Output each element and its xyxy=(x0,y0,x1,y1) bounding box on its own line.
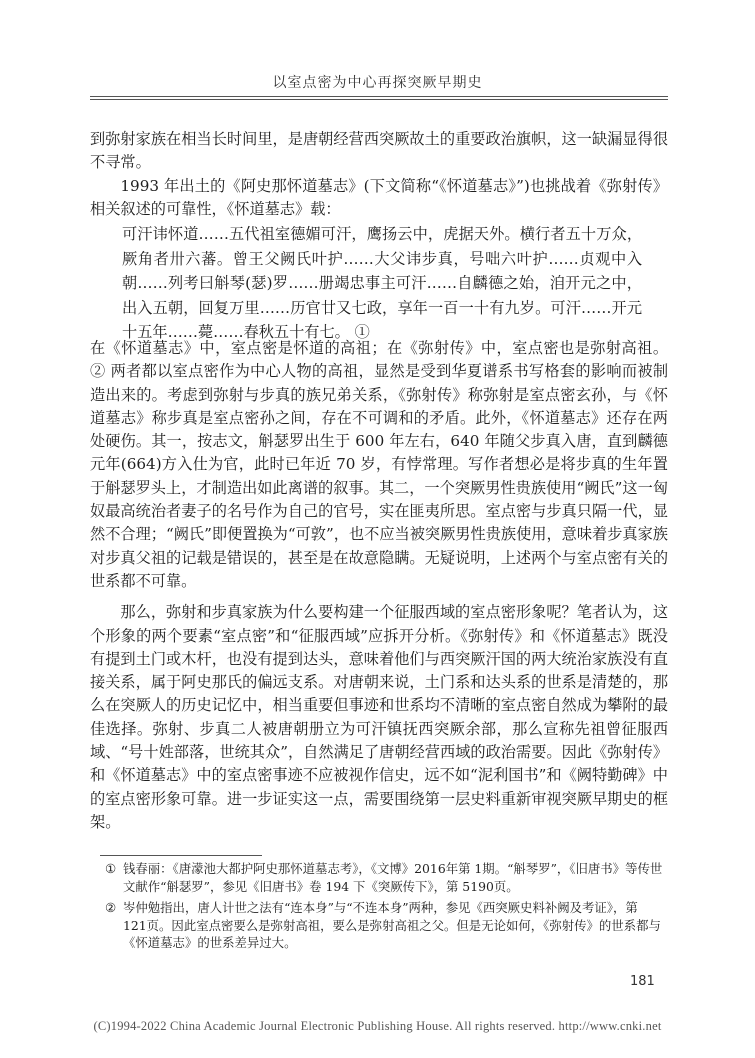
footnote-rule xyxy=(100,855,262,856)
paragraph-3-text: 在《怀道墓志》中，室点密是怀道的高祖；在《弥射传》中，室点密也是弥射高祖。 xyxy=(90,339,668,357)
header-rule-top xyxy=(90,96,668,97)
footnotes xyxy=(105,860,665,956)
footnote-2-text: 岑仲勉指出，唐人计世之法有“连本身”与“不连本身”两种，参见《西突厥史料补阙及考证》，第 121页。因此室点密要么是弥射高祖，要么是弥射高祖之父。但是无论如何，《弥射传》的世系都与《怀道墓志》的世系差异过大。 xyxy=(123,900,661,951)
footnote-1-mark: ① xyxy=(105,861,117,876)
footnote-1 xyxy=(105,860,665,895)
paragraph-1: 到弥射家族在相当长时间里，是唐朝经营西突厥故土的重要政治旗帜，这一缺漏显得很不寻常。 xyxy=(90,130,668,172)
epitaph-quote xyxy=(122,222,642,345)
header-rule-bottom xyxy=(90,99,668,100)
paragraph-3-cont: 两者都以室点密作为中心人物的高祖，显然是受到华夏谱系书写格套的影响而被制造出来的。考虑到弥射与步真的族兄弟关系，《弥射传》称弥射是室点密玄孙，与《怀道墓志》称步真是室点密孙之间，存在不可调和的矛盾。此外，《怀道墓志》还存在两处硬伤。其一，按志文，斛瑟罗出生于 600 年左右，640 年随父步真入唐，直到麟德元年(664)方入仕为官，此时已年近 70 岁，有悖常理。写作者想必是将步真的生年置于斛瑟罗头上，才制造出如此离谱的叙事。其二，一个突厥男性贵族使用“阙氏”这一匈奴最高统治者妻子的名号作为自己的官号，实在匪夷所思。室点密与步真只隔一代，显然不合理；“阙氏”即便置换为“可敦”，也不应当被突厥男性贵族使用，意味着步真家族对步真父祖的记载是错误的，甚至是在故意隐瞒。无疑说明，上述两个与室点密有关的世系都不可靠。 xyxy=(90,362,669,590)
footnote-ref-2[interactable]: ② xyxy=(90,362,106,381)
footnote-ref-1[interactable]: ① xyxy=(354,323,370,341)
running-header: 以室点密为中心再探突厥早期史 xyxy=(272,75,483,91)
epitaph-quote-text: 可汗讳怀道……五代祖室德媚可汗，鹰扬云中，虎据天外。横行者五十万众，厥角者卅六蕃。曾王父阙氏叶护……大父讳步真，号咄六叶护……贞观中入朝……列考曰斛琴(瑟)罗……册竭忠事主可汗……自麟德之始，洎开元之中，出入五朝，回复万里……历官廿又七政，享年一百一十有九岁。可汗……开元十五年……薨……春秋五十有七。 xyxy=(122,225,642,341)
paragraph-3 xyxy=(90,337,668,593)
page-number: 181 xyxy=(630,974,655,989)
footnote-2-mark: ② xyxy=(105,900,117,916)
paragraph-2: 1993 年出土的《阿史那怀道墓志》(下文简称“《怀道墓志》”)也挑战着《弥射传》相关叙述的可靠性，《怀道墓志》载： xyxy=(90,176,668,218)
epitaph-quote-block xyxy=(122,222,642,345)
copyright-footer: (C)1994-2022 China Academic Journal Electronic Publishing House. All rights reserved. http://www.cnki.net xyxy=(93,1019,662,1033)
paragraph-1-block xyxy=(90,128,668,221)
footnote-1-text: 钱春丽：《唐濛池大都护阿史那怀道墓志考》，《文博》2016年第 1期。“斛琴罗”，《旧唐书》等传世文献作“斛瑟罗”，参见《旧唐书》卷 194 下《突厥传下》，第 5190页。 xyxy=(123,861,663,894)
paragraph-4: 那么，弥射和步真家族为什么要构建一个征服西域的室点密形象呢？笔者认为，这个形象的两个要素“室点密”和“征服西域”应拆开分析。《弥射传》和《怀道墓志》既没有提到土门或木杆，也没有提到达头，意味着他们与西突厥汗国的两大统治家族没有直接关系，属于阿史那氏的偏远支系。对唐朝来说，土门系和达头系的世系是清楚的，那么在突厥人的历史记忆中，相当重要但事迹和世系均不清晰的室点密自然成为攀附的最佳选择。弥射、步真二人被唐朝册立为可汗镇抚西突厥余部，那么宣称先祖曾征服西域、“号十姓部落，世统其众”，自然满足了唐朝经营西域的政治需要。因此《弥射传》和《怀道墓志》中的室点密事迹不应被视作信史，远不如“泥利国书”和《阙特勤碑》中的室点密形象可靠。进一步证实这一点，需要围绕第一层史料重新审视突厥早期史的框架。 xyxy=(90,603,668,831)
body-block-2 xyxy=(90,337,668,834)
footnote-2 xyxy=(105,899,665,952)
